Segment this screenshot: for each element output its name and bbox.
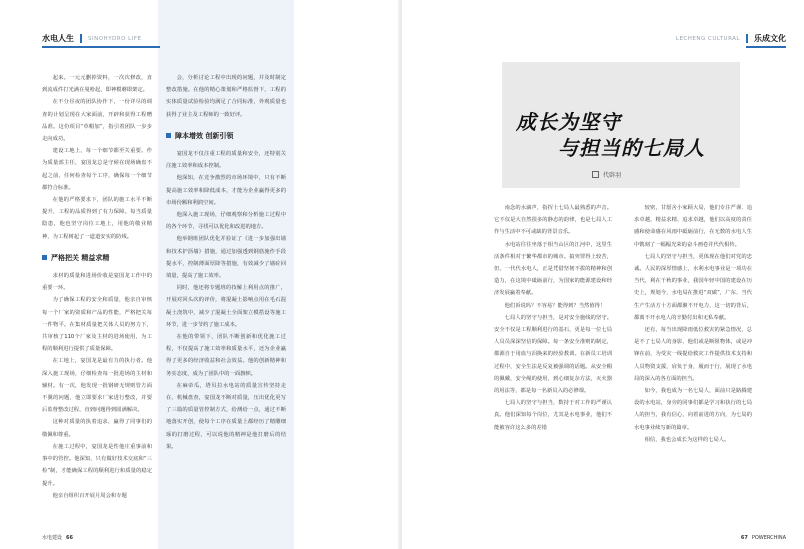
right-column-2: [634, 202, 752, 446]
body-paragraph: 宴国龙不仅注重工程的质量和安全，还特别关注施工效率和成本控制。: [166, 151, 286, 170]
body-paragraph: 如今，我也成为一名七局人，面前只是路腾建设的水电站，身旁的同事们都是学习和执行的七局人的担当，我有信心，向着前进的方向，为七局的水电事业续写新的篇章。: [634, 388, 752, 431]
body-paragraph: 水电站往往坐落于相当山区的江河中，这里生活条件相对于繁华都市的城市。搞突罪得上较苦，但，一代代水电人，正是凭借坚韧不拔的精神和创造力，在这境中砥砺前行，为国家的能源建设和经济发展赢着奉献。: [494, 241, 612, 297]
body-paragraph: 还有，每当出现降雨低位救灾的紧急情况，总是不了七局人的身影，他们或是断阻物体，或是冲锋在前，为受灾一线提给救灾工作提供技术支持和人员物资支援，肩负于身，履而于行，展现了水电局的深入的各方面的担当。: [634, 327, 752, 382]
body-paragraph: 起来。一元元删掉资料，一次次修改，直到流成件打光满在曼哈起，即神模蘑即架定。: [42, 75, 152, 94]
body-paragraph: 七局人的坚守与担当，数持于对工作的严谨认真。他们深知每个岗位，尤其是水电事业，他们不能被容许这么多的差错: [494, 400, 612, 431]
body-paragraph: 求材的质量和进场价收是宴国龙工作中的重要一环。: [42, 273, 152, 292]
header-rule: [746, 46, 786, 48]
footer-brand: 水电建设: [42, 535, 63, 541]
body-paragraph: 这种对质量的执着追求，赢得了同事们的敬佩和尊重。: [42, 419, 152, 438]
body-paragraph: 会，分析讨论工程中出现的问题，并及时制定整改措施。在他的精心策划和严格监督下，工程的实体质量试验检验均满足了合同标准，外观质量也获得了业主及工程师的一致好评。: [166, 75, 286, 118]
author-name: 代辟羽: [603, 172, 622, 179]
body-paragraph: 相信，我也会成长为这样的七局人。: [644, 436, 730, 443]
right-column-1: [494, 202, 612, 434]
body-paragraph: 他亲自组织百开展月周会和专题: [52, 492, 127, 499]
section-subtitle: SINOHYDRO LIFE: [88, 35, 142, 42]
author-marker-icon: [592, 171, 599, 178]
article-title-line2: 与担当的七局人: [558, 136, 705, 160]
running-header-right: [676, 33, 786, 44]
header-divider: [80, 34, 82, 43]
body-paragraph: 他们诉说吗？不容易？能得到？当然值得！: [504, 302, 606, 309]
page-number: 67: [740, 535, 748, 541]
byline: [592, 170, 621, 179]
section-heading: [42, 252, 152, 264]
footer-right: [741, 535, 786, 541]
body-paragraph: 他深知，在竞争激烈的市场环境中，只有不断提高施工效率和降低成本，才能为企业赢得更多的市场份额和利润空间。: [166, 175, 286, 206]
body-paragraph: 在他的严格要求下，团队的施工水平不断提升，工程的品质得到了有力保障。每当质量隐患，他也坚守岗位工地上，用他的敬业精神，为工程树起了一道道安实的防线。: [42, 197, 152, 240]
section-title: 水电人生: [42, 34, 74, 43]
body-paragraph: 他深入施工现场，仔细观察和分析施工过程中的各个环节，寻找可以优化和改进的地方。: [166, 212, 286, 231]
body-paragraph: 南念的水滴声，指挥士七局人最熟悉的声音。它不仅是大自然很多的静态的韵律，也是七局人工作与生活中不可或缺的背景音乐。: [494, 205, 612, 236]
category-en: LECHENG CULTURAL: [675, 35, 740, 42]
header-divider: [746, 34, 748, 43]
body-paragraph: 在他的带领下，团队不断创新和优化施工过程，不仅提高了施工效率和质量水平，还为企业赢得了更多的经济收益和社会效益。他的创新精神和务实态度，成为了团队中的一面旗帜。: [166, 334, 286, 377]
body-paragraph: 在麻帝瓜，塔贝拉水电站的质量宣传坚持走在、机械盘查，宴国龙不断对质量，压出优化更写了三篇的质量管控制方式，给测给一点，通过不断地落实开创，使每个工序在质量上都经历了精雕细琢的打磨过程，可以说他的精神是他打磨后的结果。: [166, 382, 286, 450]
title-block: [502, 62, 804, 192]
body-paragraph: 他举钢班团队优化并验证了《进一步加强出墙和技术护沥墙》措施，通过加强透到钢筋施作手段提水平，控制薄面厚降等措施，有效减少了墙砼回填量，提高了施工效率。: [166, 236, 286, 280]
body-paragraph: 同时，他还将专题班的技解上利用点的推广，开展对回头次的评价，将混凝土影响点用在毛石混凝土浇筑中，减少了混凝土全面架立模搭设等施工环节，进一步节约了施工成本。: [166, 285, 286, 328]
running-header-left: [42, 33, 142, 44]
body-paragraph: 在施工过程中，宴国龙是性他庄重事前和事中的管控。他深知，只有做好技术交底和“三检”制，才能确保工程的顺利进行和质量的稳定提升。: [42, 443, 152, 487]
article-title-line1: 成长为坚守: [516, 110, 621, 134]
body-paragraph: 在工地上，宴国龙是最有力的执行者。他深入施工现场，仔细检查每一批进场的主材和辅材。有一次，他发现一批钢研无规则管方面不翼的问题，他立即要求厂家进行整改，并要后监督整改过程，直到问题得到圆满解决。: [42, 358, 152, 414]
header-rule: [42, 46, 160, 48]
heading-marker-icon: [166, 133, 171, 138]
section-heading-text: 障本增效 创新引领: [175, 131, 234, 140]
body-paragraph: 七局人的坚守与担当，更体现在他们对党的忠诚。人民的深厚情感上，水利水电事业是一项功在当代，利在千秋的事业，我国年轻中国的建设在历史上，规划今，水电局在推进“双碳”，广东、当代生产生活方十方面都聚不开电力，这一切的背后，都离不开水电人的辛勤付出和无私奉献。: [634, 253, 752, 321]
body-paragraph: 在不分昼夜的团队协作下，一份详尽的调查的计划呈现在大家面前，开辟和获得工程赠品准。这份项目“草帽加”，指引着团队一步步走向成功。: [42, 99, 152, 143]
page-number: 66: [66, 534, 73, 541]
body-paragraph: 为了确保工程的安全和质量，他亲自审核每一个厂家的资质和产品的性能，严格把关每一件物平。在集材质量把关体人员的努力下，共审核了110个厂家及主材的进场使用，为工程的顺利进行提供了质量保障。: [42, 297, 152, 353]
body-paragraph: 建设工地上，每一个细节都至关重要。作为质量部主任，宴国龙总是守候在现场确盘不起之前，任何检查每个工序，确保每一个细节都符合标准。: [42, 148, 152, 191]
section-heading-text: 严格把关 精益求精: [51, 253, 110, 262]
footer-left: [42, 534, 73, 541]
left-column-1: [42, 72, 152, 502]
section-heading: [166, 130, 286, 142]
body-paragraph: 较密，甘愿舍小家顾大局，他们专注严谨、追求卓越，精益求精、追求卓越，他们以高度的责任感和使命感在风雨中砥砺前行，在无数的水电人生中镌刻了一幅幅光荣的奋斗画卷并代代相传。: [634, 205, 752, 248]
heading-marker-icon: [42, 255, 47, 260]
left-column-2: [166, 72, 286, 453]
right-page: [402, 0, 804, 549]
footer-brand: POWERCHINA: [751, 535, 786, 541]
body-paragraph: 七局人的坚守与担当，是对安全施线的坚守。安全不仅是工程顺利进行的基石，更是每一位七局人员员深深坚信的保障。每一条安全准则的制定，都源自于用血与泪换来的经验教训。在新员工培训过程中，安全生法是反复被强调的话题。从安全帽的佩戴，安全绳的使用，到心细复杂方法，灭火器的用法等，都是每一名新员入的必修课。: [494, 314, 612, 395]
category-cn: 乐成文化: [754, 34, 786, 43]
